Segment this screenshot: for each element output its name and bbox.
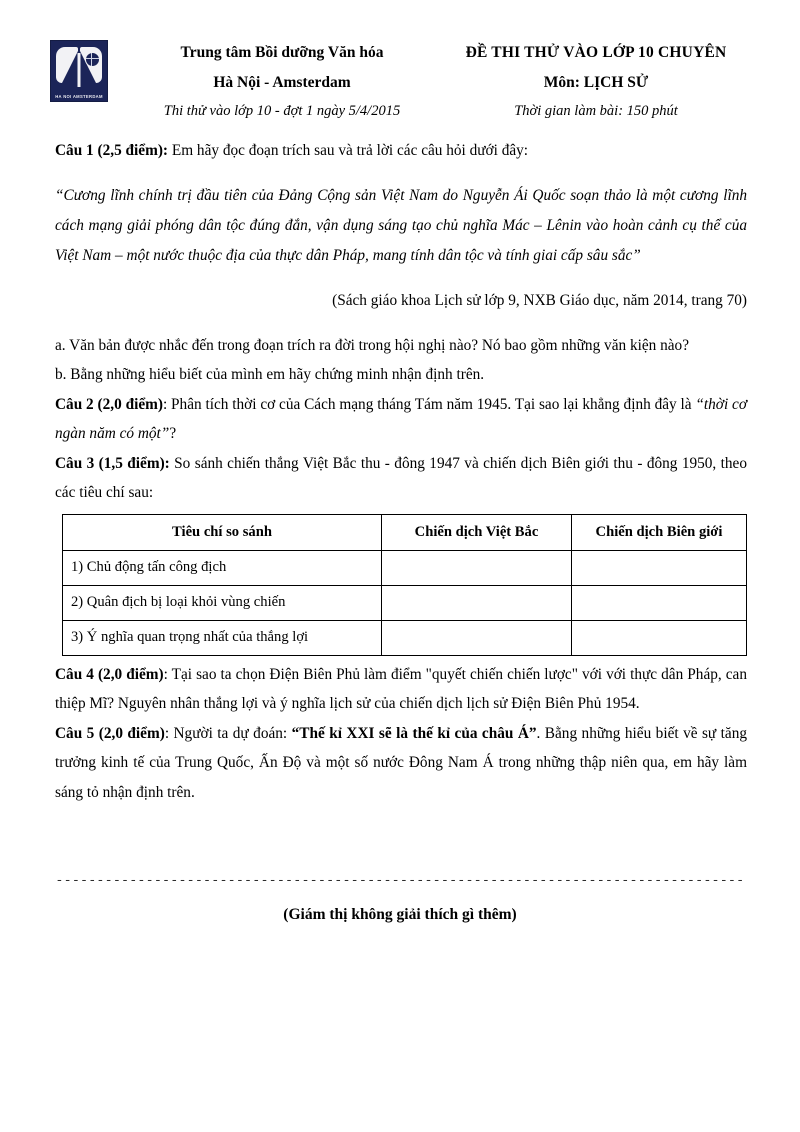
question-2-text-2: ? <box>169 425 177 443</box>
exam-title: ĐỀ THI THỬ VÀO LỚP 10 CHUYÊN <box>465 44 727 61</box>
table-cell-criteria: 2) Quân địch bị loại khỏi vùng chiến <box>63 585 382 620</box>
table-cell-biengioi[interactable] <box>572 620 747 655</box>
table-cell-vietbac[interactable] <box>382 585 572 620</box>
table-col-header-criteria: Tiêu chí so sánh <box>63 514 382 550</box>
table-cell-biengioi[interactable] <box>572 585 747 620</box>
table-row <box>63 550 747 585</box>
table-cell-biengioi[interactable] <box>572 550 747 585</box>
header-right-column <box>442 38 750 125</box>
question-5-emphasis: “Thế kỉ XXI sẽ là thế kỉ của châu Á” <box>291 724 537 742</box>
table-cell-criteria: 3) Ý nghĩa quan trọng nhất của thắng lợi <box>63 620 382 655</box>
exam-duration: Thời gian làm bài: 150 phút <box>514 103 678 119</box>
question-1-prompt: Em hãy đọc đoạn trích sau và trả lời các câu hỏi dưới đây: <box>168 142 529 159</box>
question-3-text: So sánh chiến thắng Việt Bắc thu - đông 1947 và chiến dịch Biên giới thu - đông 1950, theo các tiêu chí sau: <box>55 454 747 502</box>
comparison-table <box>62 514 747 656</box>
exam-body <box>55 136 747 807</box>
table-cell-vietbac[interactable] <box>382 620 572 655</box>
table-col-header-vietbac: Chiến dịch Việt Bắc <box>382 514 572 550</box>
footer-note: (Giám thị không giải thích gì thêm) <box>283 906 517 923</box>
table-header-row <box>63 514 747 550</box>
table-cell-vietbac[interactable] <box>382 550 572 585</box>
question-2-label: Câu 2 (2,0 điểm) <box>55 395 163 413</box>
table-row <box>63 620 747 655</box>
question-5 <box>55 719 747 808</box>
center-name-line1: Trung tâm Bồi dưỡng Văn hóa <box>180 44 384 61</box>
table-col-header-biengioi: Chiến dịch Biên giới <box>572 514 747 550</box>
exam-subject: Môn: LỊCH SỬ <box>543 74 649 91</box>
globe-icon <box>85 52 100 67</box>
hanoi-amsterdam-logo-icon <box>50 40 108 102</box>
question-1-label: Câu 1 (2,5 điểm): <box>55 142 169 159</box>
question-1-citation: (Sách giáo khoa Lịch sử lớp 9, NXB Giáo dục, năm 2014, trang 70) <box>332 292 747 310</box>
document-footer <box>0 872 800 924</box>
table-cell-criteria: 1) Chủ động tấn công địch <box>63 550 382 585</box>
question-4-label: Câu 4 (2,0 điểm) <box>55 665 164 683</box>
footer-divider: ------------------------------------------------------------------------------------ <box>55 873 745 888</box>
question-5-label: Câu 5 (2,0 điểm) <box>55 724 165 742</box>
exam-session-info: Thi thử vào lớp 10 - đợt 1 ngày 5/4/2015 <box>163 103 401 119</box>
question-4 <box>55 660 747 719</box>
question-2-emphasis: “thời cơ ngàn năm có một” <box>55 395 747 443</box>
header-columns <box>112 38 750 125</box>
question-2 <box>55 390 747 449</box>
logo-caption: HA NOI AMSTERDAM <box>55 94 103 99</box>
question-3-label: Câu 3 (1,5 điểm): <box>55 454 170 472</box>
question-1-sub-b: b. Bằng những hiểu biết của mình em hãy chứng minh nhận định trên. <box>55 366 485 384</box>
question-1-heading <box>55 136 747 166</box>
question-5-text-1: : Người ta dự đoán: <box>164 724 292 742</box>
question-5-text-2: . Bằng những hiểu biết về sự tăng trưởng kinh tế của Trung Quốc, Ấn Độ và một số nước Đông Nam Á trong những thập niên qua, em hãy làm sáng tỏ nhận định trên. <box>55 724 747 801</box>
question-1-quote: “Cương lĩnh chính trị đầu tiên của Đảng Cộng sản Việt Nam do Nguyễn Ái Quốc soạn thảo là một cương lĩnh cách mạng giải phóng dân tộc đúng đắn, vận dụng sáng tạo chủ nghĩa Mác – Lênin vào hoàn cảnh cụ thể của Việt Nam – một nước thuộc địa của thực dân Pháp, mang tính dân tộc và tính giai cấp sâu sắc” <box>55 186 747 264</box>
question-1-sub-a: a. Văn bản được nhắc đến trong đoạn trích ra đời trong hội nghị nào? Nó bao gồm những văn kiện nào? <box>55 336 689 354</box>
header-left-column <box>122 38 442 125</box>
document-header <box>50 38 750 125</box>
logo-mast <box>78 53 81 87</box>
question-4-text: : Tại sao ta chọn Điện Biên Phủ làm điểm "quyết chiến chiến lược" với với thực dân Pháp, can thiệp Mĩ? Nguyên nhân thắng lợi và ý nghĩa lịch sử của chiến dịch lịch sử Điện Biên Phủ 1954. <box>55 665 747 713</box>
question-2-text-1: : Phân tích thời cơ của Cách mạng tháng Tám năm 1945. Tại sao lại khẳng định đây là <box>162 395 696 413</box>
school-logo-wrap <box>50 38 112 102</box>
center-name-line2: Hà Nội - Amsterdam <box>213 74 351 91</box>
question-3 <box>55 449 747 508</box>
table-row <box>63 585 747 620</box>
